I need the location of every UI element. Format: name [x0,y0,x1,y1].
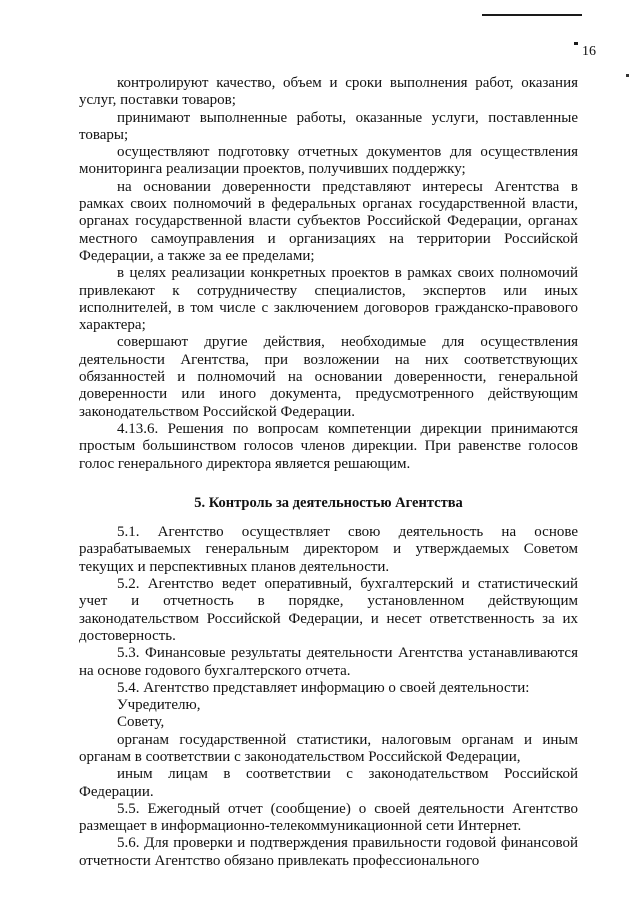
section-heading: 5. Контроль за деятельностью Агентства [194,494,463,511]
list-item: Учредителю, [117,697,201,714]
paragraph: в целях реализации конкретных проектов в рамках своих полномочий привлекают к сотрудничеству специалистов, экспертов или иных исполнителей, в том числе с заключением договоров гражданско-правового характера; [79,265,578,334]
paragraph: 5.1. Агентство осуществляет свою деятельность на основе разрабатываемых генеральным директором и утверждаемых Советом текущих и перспективных планов деятельности. [79,524,578,575]
paragraph: 5.6. Для проверки и подтверждения правильности годовой финансовой отчетности Агентство обязано привлекать профессионального [79,835,578,869]
paragraph: 5.4. Агентство представляет информацию о своей деятельности: [117,679,530,696]
paragraph: принимают выполненные работы, оказанные услуги, поставленные товары; [79,109,578,143]
top-rule-line [482,14,582,16]
paragraph: 5.3. Финансовые результаты деятельности Агентства устанавливаются на основе годового бухгалтерского отчета. [79,645,578,679]
list-item: Совету, [117,714,165,731]
paragraph: 4.13.6. Решения по вопросам компетенции дирекции принимаются простым большинством голосов членов дирекции. При равенстве голосов голос генерального директора является решающим. [79,420,578,472]
paragraph: совершают другие действия, необходимые для осуществления деятельности Агентства, при возложении на них соответствующих обязанностей и полномочий на основании доверенности, генеральной доверенности или иного документа, предусмотренного действующим законодательством Российской Федерации. [79,334,578,420]
document-body [79,75,578,870]
paragraph: на основании доверенности представляют интересы Агентства в рамках своих полномочий в федеральных органах государственной власти, органах государственной власти субъектов Российской Федерации, органах местного самоуправления и организациях на территории Российской Федерации, а также за ее пределами; [79,178,578,264]
scan-dot [626,74,629,77]
list-item: иным лицам в соответствии с законодательством Российской Федерации. [79,766,578,800]
page-number: 16 [582,44,596,59]
paragraph: осуществляют подготовку отчетных документов для осуществления мониторинга реализации проектов, получивших поддержку; [79,144,578,178]
scan-mark [574,42,578,45]
paragraph: 5.2. Агентство ведет оперативный, бухгалтерский и статистический учет и отчетность в порядке, установленном действующим законодательством Российской Федерации, и несет ответственность за их достоверность. [79,576,578,644]
list-item: органам государственной статистики, налоговым органам и иным органам в соответствии с законодательством Российской Федерации, [79,731,578,765]
paragraph: 5.5. Ежегодный отчет (сообщение) о своей деятельности Агентство размещает в информационно-телекоммуникационной сети Интернет. [79,800,578,835]
paragraph: контролируют качество, объем и сроки выполнения работ, оказания услуг, поставки товаров; [79,75,578,109]
